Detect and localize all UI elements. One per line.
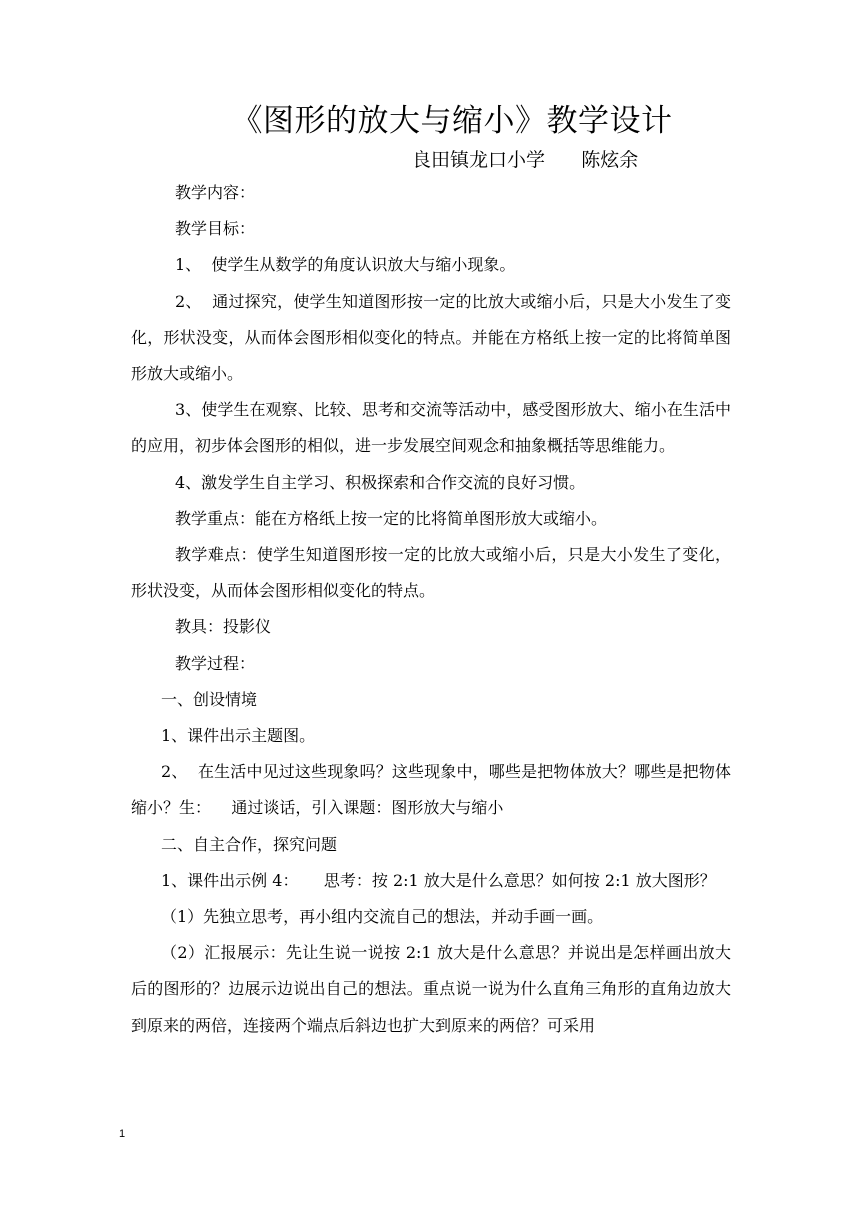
paragraph-sub-2: （2）汇报展示：先让生说一说按 2:1 放大是什么意思？并说出是怎样画出放大后的图形的？边展示边说出自己的想法。重点说一说为什么直角三角形的直角边放大到原来的两倍，连接两个端点后斜边也扩大到原来的两倍？可采用 — [131, 943, 731, 1035]
paragraph-goal-2: 2、 通过探究，使学生知道图形按一定的比放大或缩小后，只是大小发生了变化，形状没变，从而体会图形相似变化的特点。并能在方格纸上按一定的比将简单图形放大或缩小。 — [131, 291, 731, 384]
paragraph-example-4: 1、课件出示例 4： 思考：按 2:1 放大是什么意思？如何按 2:1 放大图形？ — [161, 870, 716, 890]
paragraph-goal-4: 4、激发学生自主学习、积极探索和合作交流的良好习惯。 — [175, 472, 586, 492]
paragraph-step-1: 1、课件出示主题图。 — [161, 726, 316, 746]
paragraph-content-heading: 教学内容： — [175, 183, 256, 202]
paragraph-process-heading: 教学过程： — [175, 653, 256, 673]
page-number: 1 — [119, 1128, 126, 1140]
paragraph-teaching-aids: 教具：投影仪 — [175, 617, 272, 637]
section-heading-2: 二、自主合作，探究问题 — [161, 834, 338, 854]
document-body — [131, 175, 731, 1044]
paragraph-goal-1: 1、 使学生从数学的角度认识放大与缩小现象。 — [175, 255, 516, 275]
paragraph-step-2: 2、 在生活中见过这些现象吗？这些现象中，哪些是把物体放大？哪些是把物体缩小？生： 通过谈话，引入课题：图形放大与缩小 — [131, 762, 731, 818]
paragraph-sub-1: （1）先独立思考，再小组内交流自己的想法，并动手画一画。 — [161, 907, 604, 927]
paragraph-difficulty: 教学难点：使学生知道图形按一定的比放大或缩小后，只是大小发生了变化，形状没变，从而体会图形相似变化的特点。 — [131, 545, 731, 601]
document-title: 《图形的放大与缩小》教学设计 — [231, 103, 673, 139]
paragraph-goal-3: 3、使学生在观察、比较、思考和交流等活动中，感受图形放大、缩小在生活中的应用，初步体会图形的相似，进一步发展空间观念和抽象概括等思维能力。 — [131, 400, 731, 456]
document-author: 良田镇龙口小学 陈炫余 — [412, 149, 639, 171]
paragraph-goals-heading: 教学目标： — [175, 219, 256, 239]
paragraph-key-point: 教学重点：能在方格纸上按一定的比将简单图形放大或缩小。 — [175, 508, 608, 528]
section-heading-1: 一、创设情境 — [161, 689, 258, 709]
